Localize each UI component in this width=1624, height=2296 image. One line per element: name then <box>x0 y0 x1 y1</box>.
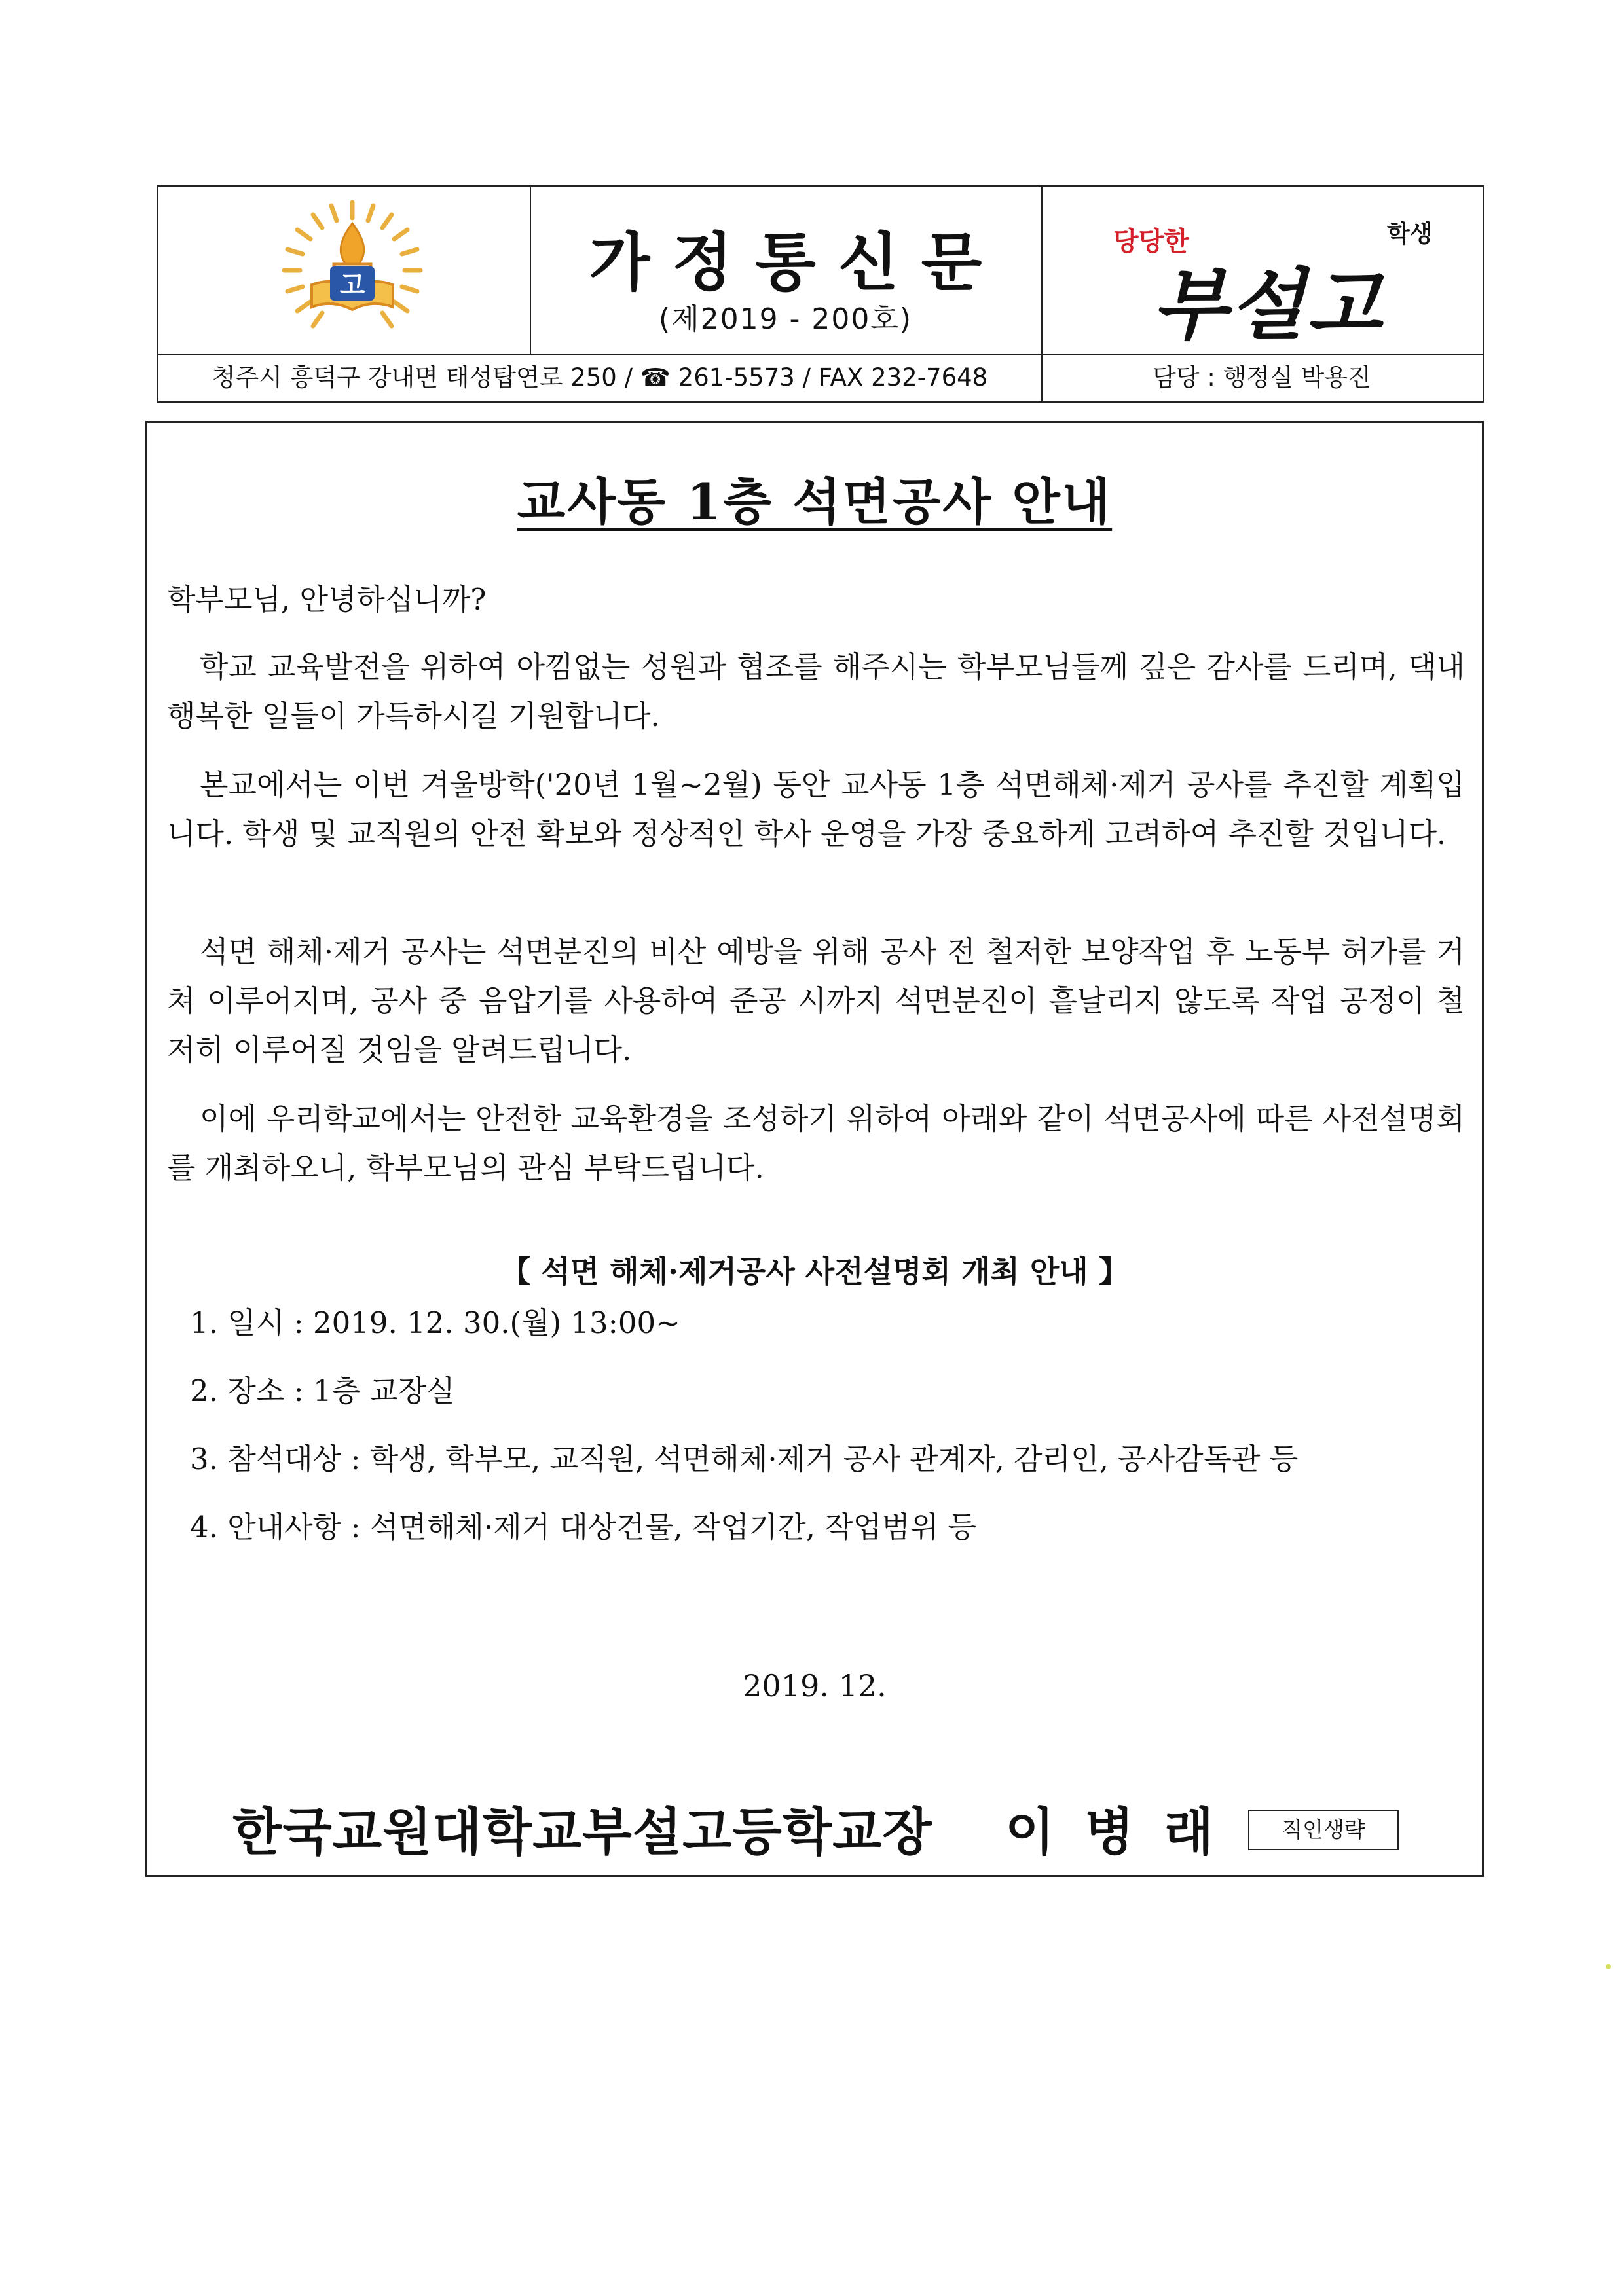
principal-name: 이병래 <box>1005 1803 1244 1862</box>
paragraph-2: 본교에서는 이번 겨울방학('20년 1월~2월) 동안 교사동 1층 석면해체·제거 공사를 추진할 계획입니다. 학생 및 교직원의 안전 확보와 정상적인 학사 운영을 가장 중요하게 고려하여 추진할 것입니다. <box>167 767 1465 851</box>
notice-body-box <box>145 421 1484 1877</box>
notice-title-wrap <box>147 462 1482 534</box>
school-slogan-cell <box>1041 187 1483 354</box>
paragraph-3: 석면 해체·제거 공사는 석면분진의 비산 예방을 위해 공사 전 철저한 보양작업 후 노동부 허가를 거쳐 이루어지며, 공사 중 음압기를 사용하여 준공 시까지 석면분진이 흩날리지 않도록 작업 공정이 철저히 이루어질 것임을 알려드립니다. <box>167 934 1465 1067</box>
header-bottom-row <box>158 354 1483 401</box>
paragraph-4: 이에 우리학교에서는 안전한 교육환경을 조성하기 위하여 아래와 같이 석면공사에 따른 사전설명회를 개최하오니, 학부모님의 관심 부탁드립니다. <box>167 1101 1465 1185</box>
newsletter-title-cell <box>530 187 1043 354</box>
briefing-heading: 【 석면 해체·제거공사 사전설명회 개최 안내 】 <box>500 1254 1129 1289</box>
paragraph-1: 학교 교육발전을 위하여 아낌없는 성원과 협조를 해주시는 학부모님들께 깊은 감사를 드리며, 댁내 행복한 일들이 가득하시길 기원합니다. <box>167 649 1465 733</box>
header-top-row <box>158 187 1483 355</box>
greeting: 학부모님, 안녕하십니까? <box>167 582 487 617</box>
issue-date: 2019. 12. <box>743 1668 887 1704</box>
briefing-item-place: 2. 장소 : 1층 교장실 <box>190 1374 455 1408</box>
newsletter-title: 가정통신문 <box>589 226 1005 299</box>
staff-in-charge: 담당 : 행정실 박용진 <box>1153 363 1371 392</box>
seal-omitted-box: 직인생략 <box>1248 1810 1399 1850</box>
school-logo-cell <box>158 187 531 354</box>
newsletter-header <box>157 185 1484 403</box>
school-emblem-icon <box>158 187 530 354</box>
briefing-item-attendees: 3. 참석대상 : 학생, 학부모, 교직원, 석면해체·제거 공사 관계자, 감리인, 공사감독관 등 <box>190 1442 1299 1476</box>
briefing-item-date: 1. 일시 : 2019. 12. 30.(월) 13:00~ <box>190 1305 680 1340</box>
issue-number: (제2019 - 200호) <box>658 302 913 336</box>
flame-icon <box>341 223 363 268</box>
scan-artifact <box>1606 1964 1611 1969</box>
emblem-glyph: 고 <box>339 270 365 301</box>
slogan-suffix: 학생 <box>1387 221 1433 247</box>
slogan-prefix: 당당한 <box>1113 227 1189 257</box>
briefing-item-topics: 4. 안내사항 : 석면해체·제거 대상건물, 작업기간, 작업범위 등 <box>190 1510 976 1544</box>
principal-title: 한국교원대학교부설고등학교장 <box>232 1803 932 1862</box>
school-address: 청주시 흥덕구 강내면 태성탑연로 250 / ☎ 261-5573 / FAX 232-7648 <box>158 354 1043 401</box>
notice-title: 교사동 1층 석면공사 안내 <box>517 473 1113 531</box>
slogan-calligraphy: 부설고 <box>1153 259 1384 350</box>
